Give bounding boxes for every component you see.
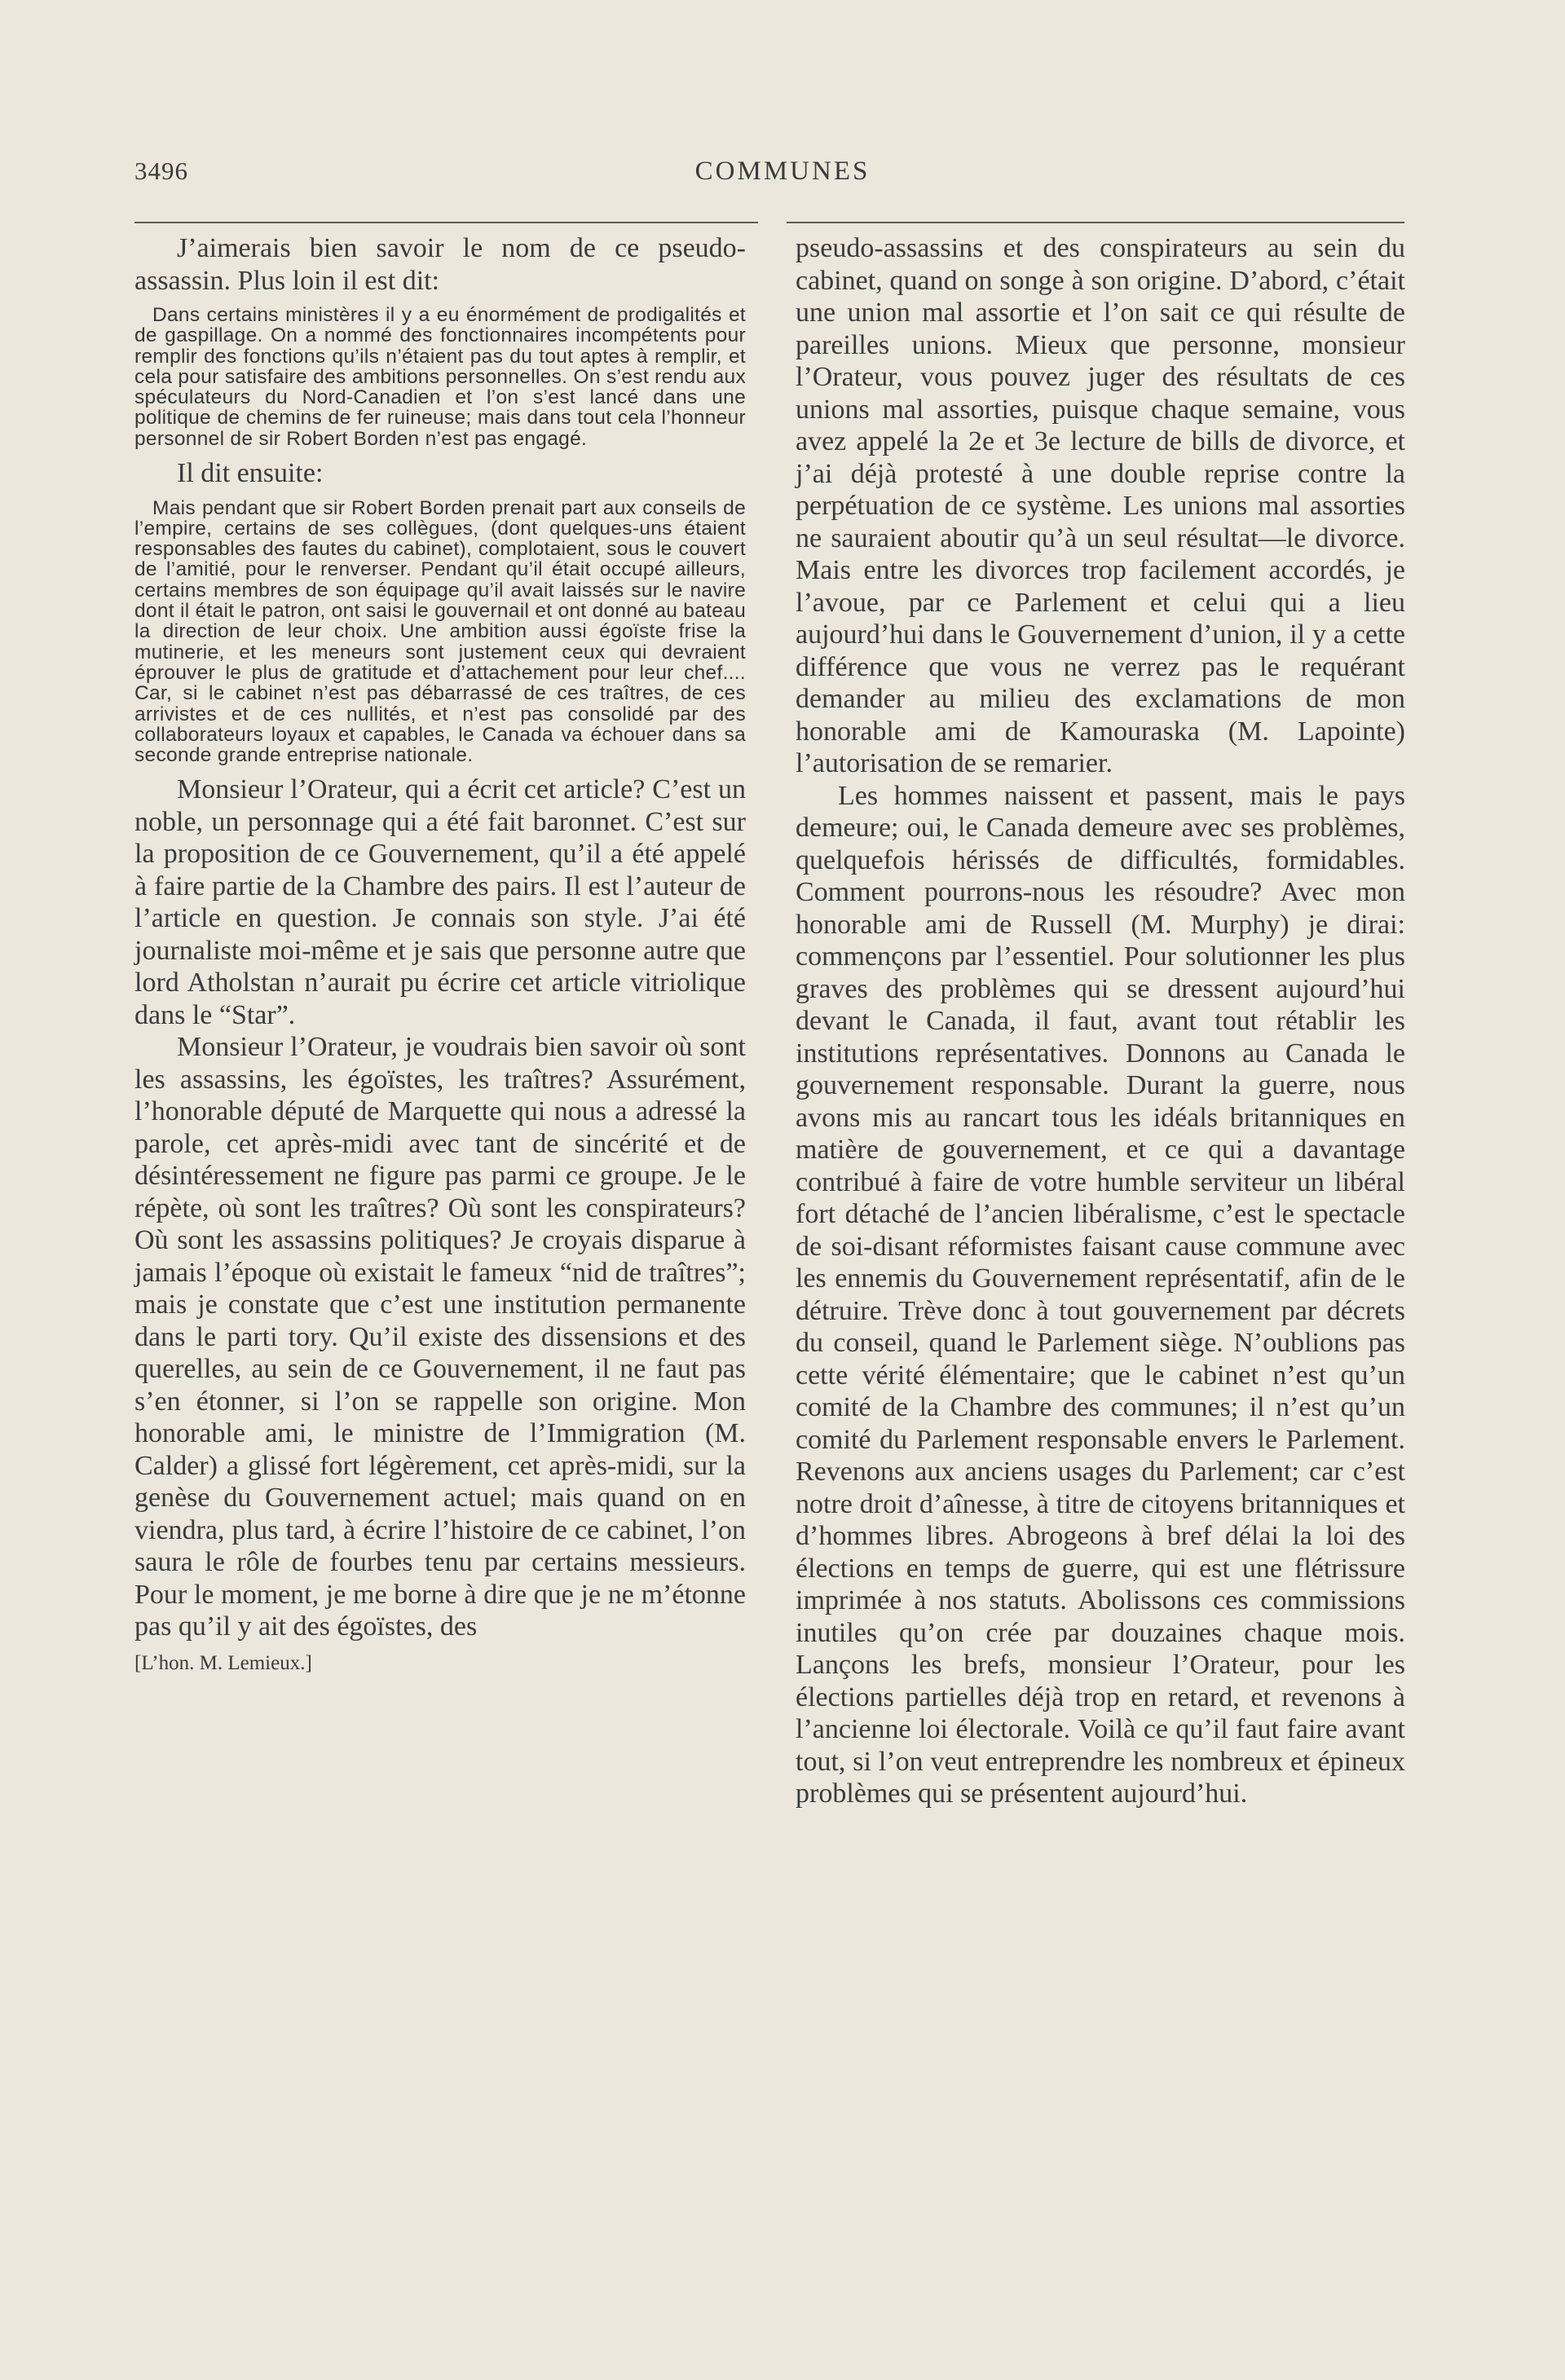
left-paragraph-1: J’aimerais bien savoir le nom de ce pseudo-assassin. Plus loin il est dit: bbox=[134, 233, 746, 296]
right-column bbox=[796, 232, 1405, 1810]
left-paragraph-2: Il dit ensuite: bbox=[177, 458, 324, 489]
right-paragraph-1: pseudo-assassins et des conspirateurs au sein du cabinet, quand on songe à son origine. D’abord, c’était une union mal assortie et l’on sait ce qui résulte de pareilles unions. Mieux que personne, monsieur l’Orateur, vous pouvez juger des résultats de ces unions mal assorties, puisque chaque semaine, vous avez appelé la 2e et 3e lecture de bills de divorce, et j’ai déjà protesté à une double reprise contre la perpétuation de ce système. Les unions mal assorties ne sauraient aboutir qu’à un seul résultat—le divorce. Mais entre les divorces trop facilement accordés, je l’avoue, par ce Parlement et celui qui a lieu aujourd’hui dans le Gouvernement d’union, il y a cette différence que vous ne verrez pas le requérant demander au milieu des exclamations de mon honorable ami de Kamouraska (M. Lapointe) l’autorisation de se remarier. bbox=[796, 233, 1405, 778]
speaker-attribution: [L’hon. M. Lemieux.] bbox=[134, 1651, 312, 1674]
block-quote-1: Dans certains ministères il y a eu énormément de prodigalités et de gaspillage. On a nommé des fonctionnaires incompétents pour remplir des fonctions qu’ils n’étaient pas du tout aptes à remplir, et cela pour satisfaire des ambitions personnelles. On s’est rendu aux spéculateurs du Nord-Canadien et l’on s’est lancé dans une politique de chemins de fer ruineuse; mais dans tout cela l’honneur personnel de sir Robert Borden n’est pas engagé. bbox=[134, 304, 746, 450]
left-paragraph-4: Monsieur l’Orateur, je voudrais bien savoir où sont les assassins, les égoïstes, les traîtres? Assurément, l’honorable député de Marquette qui nous a adressé la parole, cet après-midi avec tant de sincérité et de désintéressement ne figure pas parmi ce groupe. Je le répète, où sont les traîtres? Où sont les conspirateurs? Où sont les assassins politiques? Je croyais disparue à jamais l’époque où existait le fameux “nid de traîtres”; mais je constate que c’est une institution permanente dans le parti tory. Qu’il existe des dissensions et des querelles, au sein de ce Gouvernement, il ne faut pas s’en étonner, si l’on se rappelle son origine. Mon honorable ami, le ministre de l’Immigration (M. Calder) a glissé fort légèrement, cet après-midi, sur la genèse du Gouvernement actuel; mais quand on en viendra, plus tard, à écrire l’histoire de ce cabinet, l’on saura le rôle de fourbes tenu par certains messieurs. Pour le moment, je me borne à dire que je ne m’étonne pas qu’il y ait des égoïstes, des bbox=[134, 1032, 746, 1642]
block-quote-2: Mais pendant que sir Robert Borden prenait part aux conseils de l’empire, certains de ses collègues, (dont quelques-uns étaient responsables des fautes du cabinet), complotaient, sous le couvert de l’amitié, pour le renverser. Pendant qu’il était occupé ailleurs, certains membres de son équipage qu’il avait laissés sur le navire dont il était le patron, ont saisi le gouvernail et ont donné au bateau la direction de leur choix. Une ambition aussi égoïste frise la mutinerie, et les meneurs sont justement ceux qui devraient éprouver le plus de gratitude et d’attachement pour leur chef.... Car, si le cabinet n’est pas débarrassé de ces traîtres, de ces arrivistes et de ces nullités, et n’est pas consolidé par des collaborateurs loyaux et capables, le Canada va échouer dans sa seconde grande entreprise nationale. bbox=[134, 496, 747, 767]
left-column bbox=[134, 232, 746, 1676]
left-paragraph-3: Monsieur l’Orateur, qui a écrit cet article? C’est un noble, un personnage qui a été fait baronnet. C’est sur la proposition de ce Gouvernement, qu’il a été appelé à faire partie de la Chambre des pairs. Il est l’auteur de l’article en question. Je connais son style. J’ai été journaliste moi-même et je sais que personne autre que lord Atholstan n’aurait pu écrire cet article vitriolique dans le “Star”. bbox=[134, 774, 746, 1030]
page-number: 3496 bbox=[134, 156, 188, 185]
header-rule-left bbox=[134, 222, 758, 223]
running-head-title: COMMUNES bbox=[694, 156, 871, 186]
right-paragraph-2: Les hommes naissent et passent, mais le pays demeure; oui, le Canada demeure avec ses problèmes, quelquefois hérissés de difficultés, formidables. Comment pourrons-nous les résoudre? Avec mon honorable ami de Russell (M. Murphy) je dirai: commençons par l’essentiel. Pour solutionner les plus graves des problèmes qui se dressent aujourd’hui devant le Canada, il faut, avant tout rétablir les institutions représentatives. Donnons au Canada le gouvernement responsable. Durant la guerre, nous avons mis au rancart tous les idéals britanniques en matière de gouvernement, et ce qui a davantage contribué à faire de votre humble serviteur un libéral fort détaché de l’ancien libéralisme, c’est le spectacle de soi-disant réformistes faisant cause commune avec les ennemis du Gouvernement représentatif, afin de le détruire. Trève donc à tout gouvernement par décrets du conseil, quand le Parlement siège. N’oublions pas cette vérité élémentaire; que le cabinet n’est qu’un comité de la Chambre des communes; il n’est qu’un comité du Parlement responsable envers le Parlement. Revenons aux anciens usages du Parlement; car c’est notre droit d’aînesse, à titre de citoyens britanniques et d’hommes libres. Abrogeons à bref délai la loi des élections en temps de guerre, qui est une flétrissure imprimée à nos statuts. Abolissons ces commissions inutiles qu’on crée par douzaines chaque mois. Lançons les brefs, monsieur l’Orateur, pour les élections partielles déjà trop en retard, et revenons à l’ancienne loi électorale. Voilà ce qu’il faut faire avant tout, si l’on veut entreprendre les nombreux et épineux problèmes qui se présentent aujourd’hui. bbox=[796, 780, 1405, 1809]
header-rule-right bbox=[787, 222, 1404, 223]
